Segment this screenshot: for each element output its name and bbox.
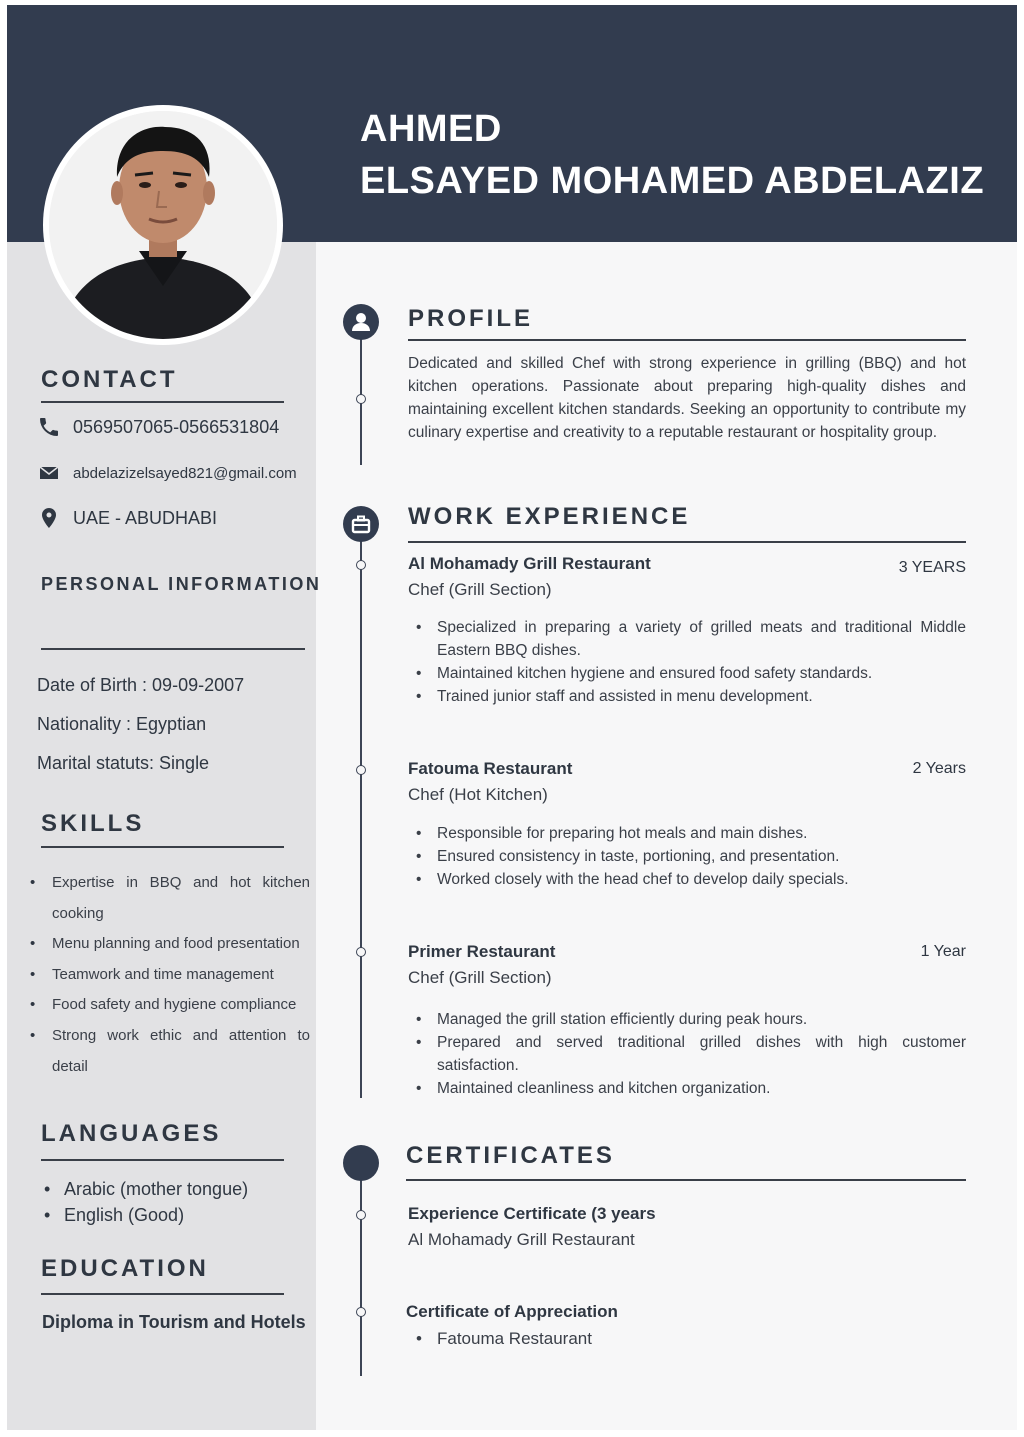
languages-divider (41, 1159, 284, 1161)
job-duration: 2 Years (912, 760, 966, 777)
job-company: Al Mohamady Grill Restaurant (408, 554, 651, 573)
skills-list (30, 868, 310, 1082)
email-icon (37, 461, 61, 485)
list-item: • Trained junior staff and assisted in menu development. (416, 685, 966, 708)
location-text: UAE - ABUDHABI (73, 507, 218, 528)
list-item: • Strong work ethic and attention to detail (30, 1021, 310, 1082)
briefcase-icon (343, 506, 379, 542)
contact-location (37, 506, 217, 530)
certificate-issuer: Al Mohamady Grill Restaurant (408, 1230, 635, 1249)
timeline-dot (356, 947, 366, 957)
list-item: • Food safety and hygiene compliance (30, 990, 310, 1021)
list-item: • Arabic (mother tongue) (44, 1176, 248, 1202)
list-item: • Managed the grill station efficiently during peak hours. (416, 1008, 966, 1031)
date-of-birth: Date of Birth : 09-09-2007 (37, 675, 245, 695)
user-icon (343, 304, 379, 340)
timeline-line-certificates (360, 1160, 362, 1376)
job-company: Fatouma Restaurant (408, 759, 573, 778)
list-item: • Fatouma Restaurant (416, 1328, 966, 1350)
profile-heading: PROFILE (408, 305, 534, 332)
list-item: • Worked closely with the head chef to develop daily specials. (416, 868, 966, 891)
certificate-title: Experience Certificate (3 years (408, 1204, 656, 1223)
timeline-line-profile (360, 320, 362, 465)
skills-divider (41, 846, 284, 848)
list-item: • Menu planning and food presentation (30, 929, 310, 960)
list-item: • English (Good) (44, 1202, 248, 1228)
timeline-dot (356, 1210, 366, 1220)
personal-info-heading: PERSONAL INFORMATION (41, 574, 322, 594)
profile-summary: Dedicated and skilled Chef with strong experience in grilling (BBQ) and hot kitchen operations. Passionate about preparing high-quality dishes and maintaining excellent kitchen standards. Seeking an opportunity to contribute my culinary expertise and creativity to a reputable restaurant or hospitality group. (408, 355, 966, 441)
profile-photo (43, 105, 283, 345)
education-item: Diploma in Tourism and Hotels (42, 1312, 306, 1332)
location-icon (37, 506, 61, 530)
phone-number[interactable]: 0569507065-0566531804 (73, 416, 280, 437)
timeline-dot (356, 765, 366, 775)
list-item: • Maintained kitchen hygiene and ensured food safety standards. (416, 662, 966, 685)
languages-list (44, 1176, 248, 1228)
job-role: Chef (Hot Kitchen) (408, 785, 548, 804)
contact-phone (37, 415, 279, 439)
list-item: • Expertise in BBQ and hot kitchen cooking (30, 868, 310, 929)
timeline-dot (356, 1307, 366, 1317)
email-address[interactable]: abdelazizelsayed821@gmail.com (73, 464, 297, 482)
education-heading: EDUCATION (41, 1255, 209, 1282)
name-rest: ELSAYED MOHAMED ABDELAZIZ (360, 160, 985, 202)
contact-divider (41, 401, 284, 403)
timeline-line-work (360, 520, 362, 1098)
work-experience-heading: WORK EXPERIENCE (408, 503, 691, 530)
timeline-dot (356, 394, 366, 404)
job-bullets (416, 822, 966, 891)
name-first: AHMED (360, 108, 502, 150)
list-item: • Ensured consistency in taste, portioning, and presentation. (416, 845, 966, 868)
skills-heading: SKILLS (41, 810, 145, 837)
job-bullets (416, 1008, 966, 1100)
list-item: • Maintained cleanliness and kitchen organization. (416, 1077, 966, 1100)
list-item: • Prepared and served traditional grilled dishes with high customer satisfaction. (416, 1031, 966, 1077)
certificates-marker-icon (343, 1145, 379, 1181)
contact-email (37, 461, 297, 485)
job-role: Chef (Grill Section) (408, 968, 552, 987)
job-role: Chef (Grill Section) (408, 580, 552, 599)
marital-status: Marital statuts: Single (37, 753, 210, 773)
languages-heading: LANGUAGES (41, 1120, 222, 1147)
list-item: • Responsible for preparing hot meals and main dishes. (416, 822, 966, 845)
certificate-title: Certificate of Appreciation (406, 1302, 618, 1321)
profile-divider (408, 339, 966, 341)
contact-heading: CONTACT (41, 366, 178, 393)
job-duration: 1 Year (920, 943, 966, 960)
job-company: Primer Restaurant (408, 942, 556, 961)
phone-icon (37, 415, 61, 439)
work-experience-divider (408, 541, 966, 543)
list-item: • Specialized in preparing a variety of grilled meats and traditional Middle Eastern BBQ dishes. (416, 616, 966, 662)
certificates-heading: CERTIFICATES (406, 1142, 615, 1169)
certificates-divider (406, 1179, 966, 1181)
nationality: Nationality : Egyptian (37, 714, 207, 734)
list-item: • Teamwork and time management (30, 960, 310, 991)
job-bullets (416, 616, 966, 708)
timeline-dot (356, 560, 366, 570)
education-divider (41, 1293, 284, 1295)
personal-info-divider (41, 648, 305, 650)
certificate-issuer-list (416, 1328, 966, 1350)
job-duration: 3 YEARS (898, 559, 966, 576)
